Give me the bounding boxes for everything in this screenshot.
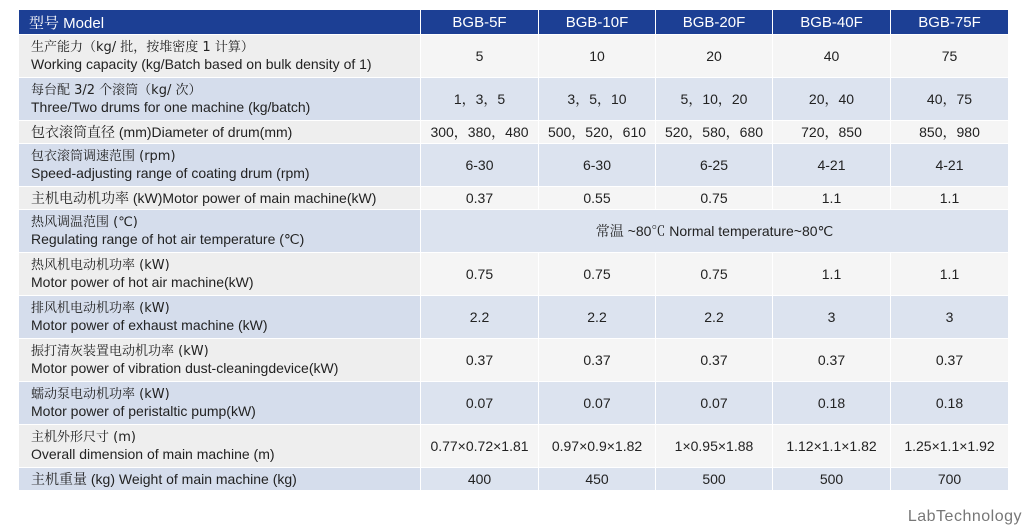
value-cell: 300，380，480 (421, 121, 539, 144)
value-cell: 0.97×0.9×1.82 (539, 425, 656, 468)
row-label-chinese: 热风机电动机功率 (kW) (31, 258, 170, 273)
merged-value-cell: 常温 ~80℃ Normal temperature~80℃ (421, 210, 1009, 253)
value-cell: 6-30 (421, 144, 539, 187)
row-label (19, 78, 421, 121)
value-cell: 20 (656, 35, 773, 78)
header-row (19, 10, 1009, 35)
table-row (19, 468, 1009, 491)
table-row (19, 144, 1009, 187)
row-label (19, 210, 421, 253)
value-cell: 40 (773, 35, 891, 78)
value-cell: 1，3，5 (421, 78, 539, 121)
value-cell: 0.37 (421, 187, 539, 210)
row-label-english: 主机重量 (kg) Weight of main machine (kg) (31, 471, 297, 487)
row-label-chinese: 热风调温范围 (℃) (31, 215, 138, 230)
value-cell: 0.77×0.72×1.81 (421, 425, 539, 468)
row-label (19, 253, 421, 296)
row-label-english: 主机电动机功率 (kW)Motor power of main machine(kW) (31, 190, 377, 206)
row-label (19, 187, 421, 210)
model-column-header: BGB-75F (891, 10, 1009, 35)
value-cell: 1.25×1.1×1.92 (891, 425, 1009, 468)
row-label (19, 468, 421, 491)
table-row (19, 121, 1009, 144)
value-cell: 1.1 (891, 253, 1009, 296)
value-cell: 0.37 (539, 339, 656, 382)
row-label-chinese: 排风机电动机功率 (kW) (31, 301, 170, 316)
row-label (19, 144, 421, 187)
table-row (19, 187, 1009, 210)
row-label-english: Speed-adjusting range of coating drum (rpm) (31, 165, 310, 181)
value-cell: 1.1 (773, 253, 891, 296)
value-cell: 4-21 (773, 144, 891, 187)
value-cell: 0.07 (656, 382, 773, 425)
row-label-chinese: 振打清灰装置电动机功率 (kW) (31, 344, 209, 359)
row-label (19, 121, 421, 144)
value-cell: 0.07 (539, 382, 656, 425)
value-cell: 5，10，20 (656, 78, 773, 121)
value-cell: 0.18 (773, 382, 891, 425)
value-cell: 500，520，610 (539, 121, 656, 144)
model-header: 型号 Model (19, 10, 421, 35)
value-cell: 1.1 (891, 187, 1009, 210)
row-label-chinese: 包衣滚筒调速范围 (rpm) (31, 149, 176, 164)
value-cell: 1.12×1.1×1.82 (773, 425, 891, 468)
value-cell: 4-21 (891, 144, 1009, 187)
row-label-chinese: 主机外形尺寸 (m) (31, 430, 136, 445)
value-cell: 0.75 (421, 253, 539, 296)
value-cell: 20，40 (773, 78, 891, 121)
value-cell: 2.2 (539, 296, 656, 339)
table-row (19, 425, 1009, 468)
value-cell: 1×0.95×1.88 (656, 425, 773, 468)
table-row (19, 35, 1009, 78)
row-label-english: Working capacity (kg/Batch based on bulk density of 1) (31, 56, 372, 72)
value-cell: 0.37 (421, 339, 539, 382)
value-cell: 1.1 (773, 187, 891, 210)
row-label-english: Overall dimension of main machine (m) (31, 446, 275, 462)
value-cell: 500 (656, 468, 773, 491)
model-column-header: BGB-20F (656, 10, 773, 35)
row-label-chinese: 生产能力（kg/ 批，按堆密度 1 计算） (31, 40, 254, 55)
value-cell: 0.37 (773, 339, 891, 382)
value-cell: 850，980 (891, 121, 1009, 144)
value-cell: 0.18 (891, 382, 1009, 425)
spec-table (18, 9, 1009, 491)
value-cell: 0.07 (421, 382, 539, 425)
value-cell: 6-30 (539, 144, 656, 187)
value-cell: 0.75 (656, 253, 773, 296)
value-cell: 0.75 (656, 187, 773, 210)
value-cell: 3，5，10 (539, 78, 656, 121)
row-label-chinese: 蠕动泵电动机功率 (kW) (31, 387, 170, 402)
row-label (19, 35, 421, 78)
model-column-header: BGB-10F (539, 10, 656, 35)
value-cell: 400 (421, 468, 539, 491)
row-label-english: Motor power of peristaltic pump(kW) (31, 403, 256, 419)
row-label (19, 382, 421, 425)
table-row (19, 78, 1009, 121)
row-label-english: Three/Two drums for one machine (kg/batch) (31, 99, 311, 115)
model-column-header: BGB-40F (773, 10, 891, 35)
table-row (19, 339, 1009, 382)
table-row (19, 296, 1009, 339)
row-label-chinese: 每台配 3/2 个滚筒（kg/ 次） (31, 83, 202, 98)
row-label (19, 425, 421, 468)
table-row (19, 382, 1009, 425)
row-label-english: Regulating range of hot air temperature (℃) (31, 231, 305, 247)
value-cell: 0.37 (891, 339, 1009, 382)
row-label-english: 包衣滚筒直径 (mm)Diameter of drum(mm) (31, 124, 293, 140)
value-cell: 6-25 (656, 144, 773, 187)
value-cell: 520，580，680 (656, 121, 773, 144)
value-cell: 500 (773, 468, 891, 491)
row-label (19, 339, 421, 382)
value-cell: 0.75 (539, 253, 656, 296)
value-cell: 700 (891, 468, 1009, 491)
row-label-english: Motor power of vibration dust-cleaningdevice(kW) (31, 360, 339, 376)
row-label (19, 296, 421, 339)
watermark-logo: LabTechnology (907, 508, 1022, 525)
table-row (19, 210, 1009, 253)
model-column-header: BGB-5F (421, 10, 539, 35)
value-cell: 450 (539, 468, 656, 491)
value-cell: 10 (539, 35, 656, 78)
value-cell: 3 (773, 296, 891, 339)
value-cell: 2.2 (656, 296, 773, 339)
row-label-english: Motor power of hot air machine(kW) (31, 274, 254, 290)
value-cell: 5 (421, 35, 539, 78)
value-cell: 0.37 (656, 339, 773, 382)
value-cell: 40，75 (891, 78, 1009, 121)
value-cell: 720，850 (773, 121, 891, 144)
table-row (19, 253, 1009, 296)
value-cell: 0.55 (539, 187, 656, 210)
value-cell: 2.2 (421, 296, 539, 339)
value-cell: 3 (891, 296, 1009, 339)
row-label-english: Motor power of exhaust machine (kW) (31, 317, 268, 333)
value-cell: 75 (891, 35, 1009, 78)
